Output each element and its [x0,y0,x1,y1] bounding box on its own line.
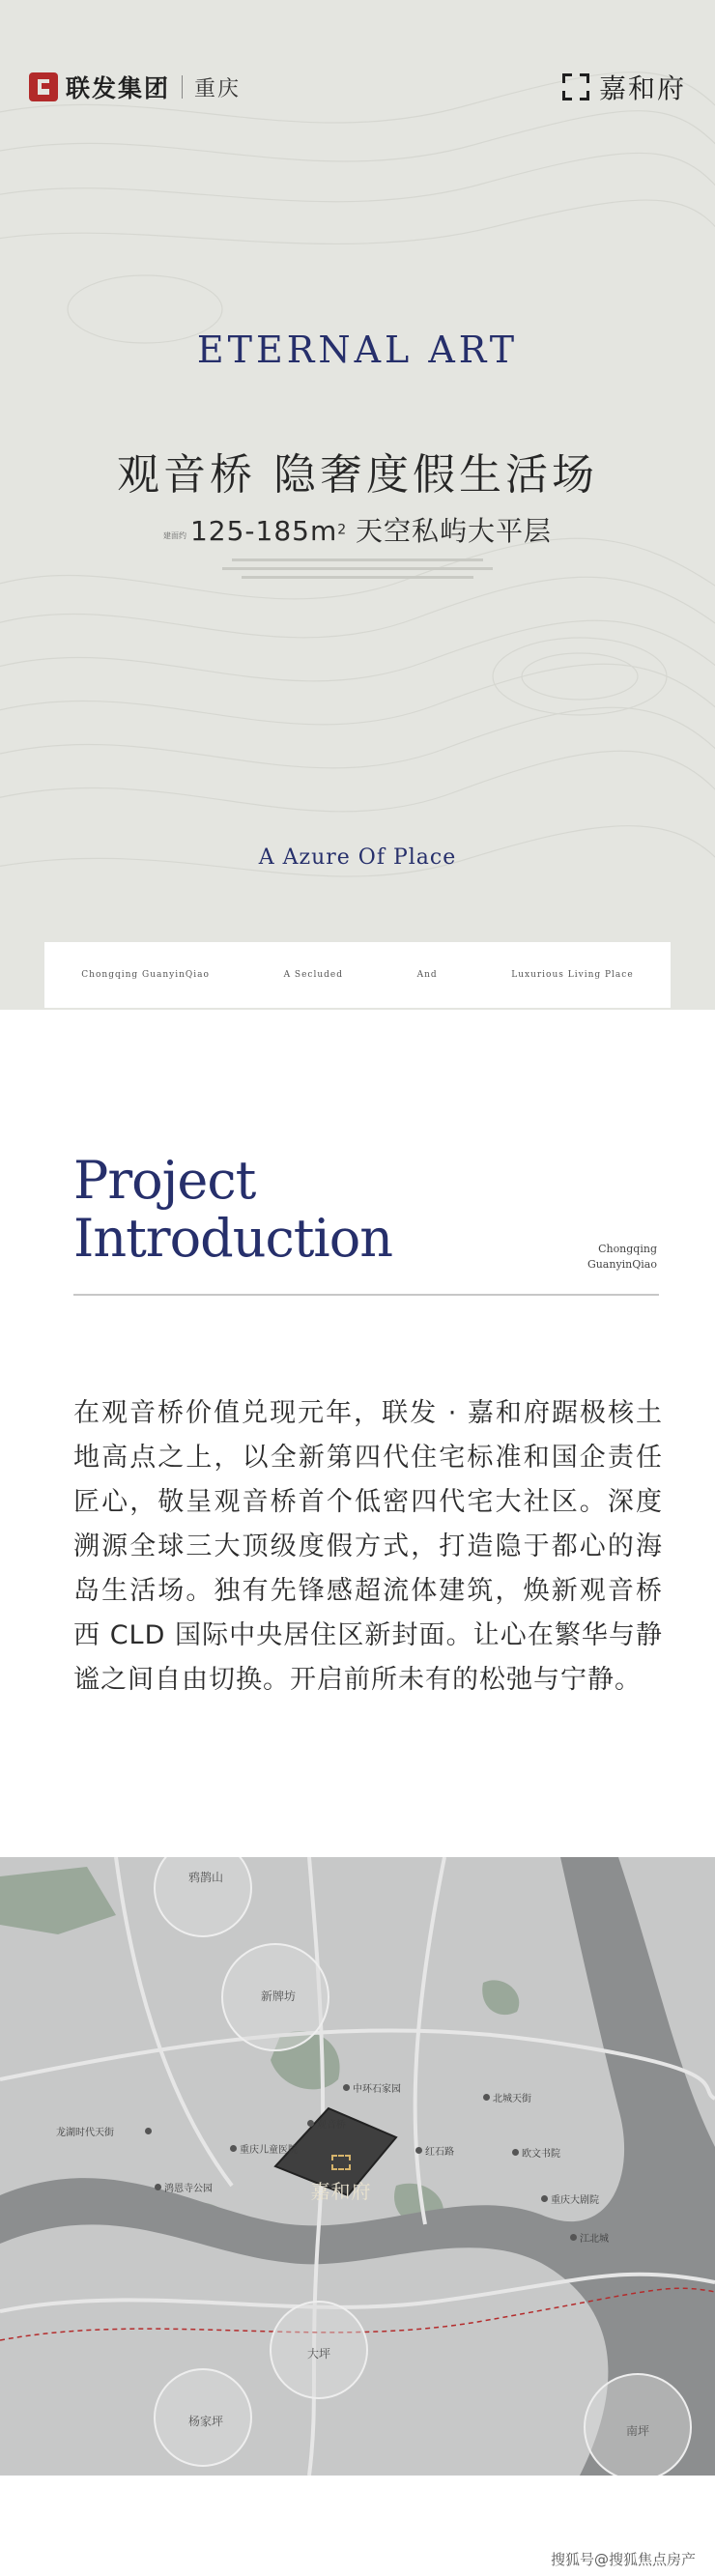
district-label: 大坪 [307,2347,331,2361]
map-pin [343,2084,350,2091]
project-marker-icon [331,2155,351,2170]
brand-divider [182,75,183,99]
district-label: 鸦鹊山 [188,1871,224,1884]
map-pin [155,2184,161,2190]
hero-title: 观音桥 隐奢度假生活场 [117,450,598,500]
place-label: 鸿恩寺公园 [164,2184,213,2194]
map-project-marker [288,2140,394,2218]
location-caption [587,1242,657,1273]
project-brand [562,68,686,106]
lianfa-group-brand [29,70,241,104]
azure-tagline: A Azure Of Place [258,845,457,870]
map-pin [145,2128,152,2134]
location-line-2: GuanyinQiao [586,1258,657,1271]
strip-item: A Secluded [283,970,343,980]
area-prefix: 建面约 [162,531,186,540]
project-introduction-heading [73,1152,392,1268]
city-name: 重庆 [194,76,242,101]
lianfa-logo-icon [29,72,58,101]
place-label: 龙湖时代天街 [56,2128,114,2138]
place-label: 江北城 [580,2234,609,2245]
district-label: 南坪 [626,2424,650,2438]
map-pin [483,2094,490,2101]
place-label: 重庆大剧院 [551,2195,599,2206]
hero-subtitle [0,510,715,549]
location-line-1: Chongqing [598,1243,657,1255]
map-pin [570,2234,577,2241]
hero-banner [0,0,715,1010]
area-unit-sup: 2 [337,522,347,538]
group-name: 联发集团 [66,74,171,102]
strip-item: And [416,970,438,980]
section-divider [73,1294,659,1296]
source-watermark: 搜狐号@搜狐焦点房产 [550,2551,696,2568]
place-label: 北城天街 [493,2094,531,2104]
strip-item: Chongqing GuanyinQiao [81,970,210,980]
district-label: 新牌坊 [261,1989,297,2003]
map-pin [307,2120,314,2127]
map-pin [541,2195,548,2202]
heading-line-2: Introduction [73,1208,392,1269]
project-logo-text: 嘉和府 [598,72,686,104]
map-pin [415,2147,422,2154]
place-label: 观音桥 [317,2120,346,2131]
district-label: 杨家坪 [188,2415,224,2428]
place-label: 红石路 [425,2147,454,2158]
map-pin [512,2149,519,2156]
map-pin [230,2145,237,2152]
area-range: 125-185m [189,515,338,547]
fine-print-lines [213,553,502,585]
map-project-name: 嘉和府 [310,2179,372,2203]
product-type: 天空私屿大平层 [346,515,553,547]
place-label: 重庆儿童医院 [240,2145,298,2156]
tagline-strip [44,942,671,1008]
strip-item: Luxurious Living Place [511,970,634,980]
introduction-paragraph: 在观音桥价值兑现元年，联发 · 嘉和府踞极核土地高点之上，以全新第四代住宅标准和国企责任匠心，敬呈观音桥首个低密四代宅大社区。深度溯源全球三大顶级度假方式，打造隐于都心的海岛生活场。独有先锋感超流体建筑，焕新观音桥西 CLD 国际中央居住区新封面。让心在繁华与静谧之间自由切换。开启前所未有的松弛与宁静。 [73,1398,663,1695]
jiahefu-logo-icon [562,73,589,100]
eternal-art-heading: ETERNAL ART [196,329,519,371]
heading-line-1: Project [73,1150,256,1211]
place-label: 中环石家园 [353,2084,401,2095]
place-label: 欧文书院 [522,2149,560,2160]
